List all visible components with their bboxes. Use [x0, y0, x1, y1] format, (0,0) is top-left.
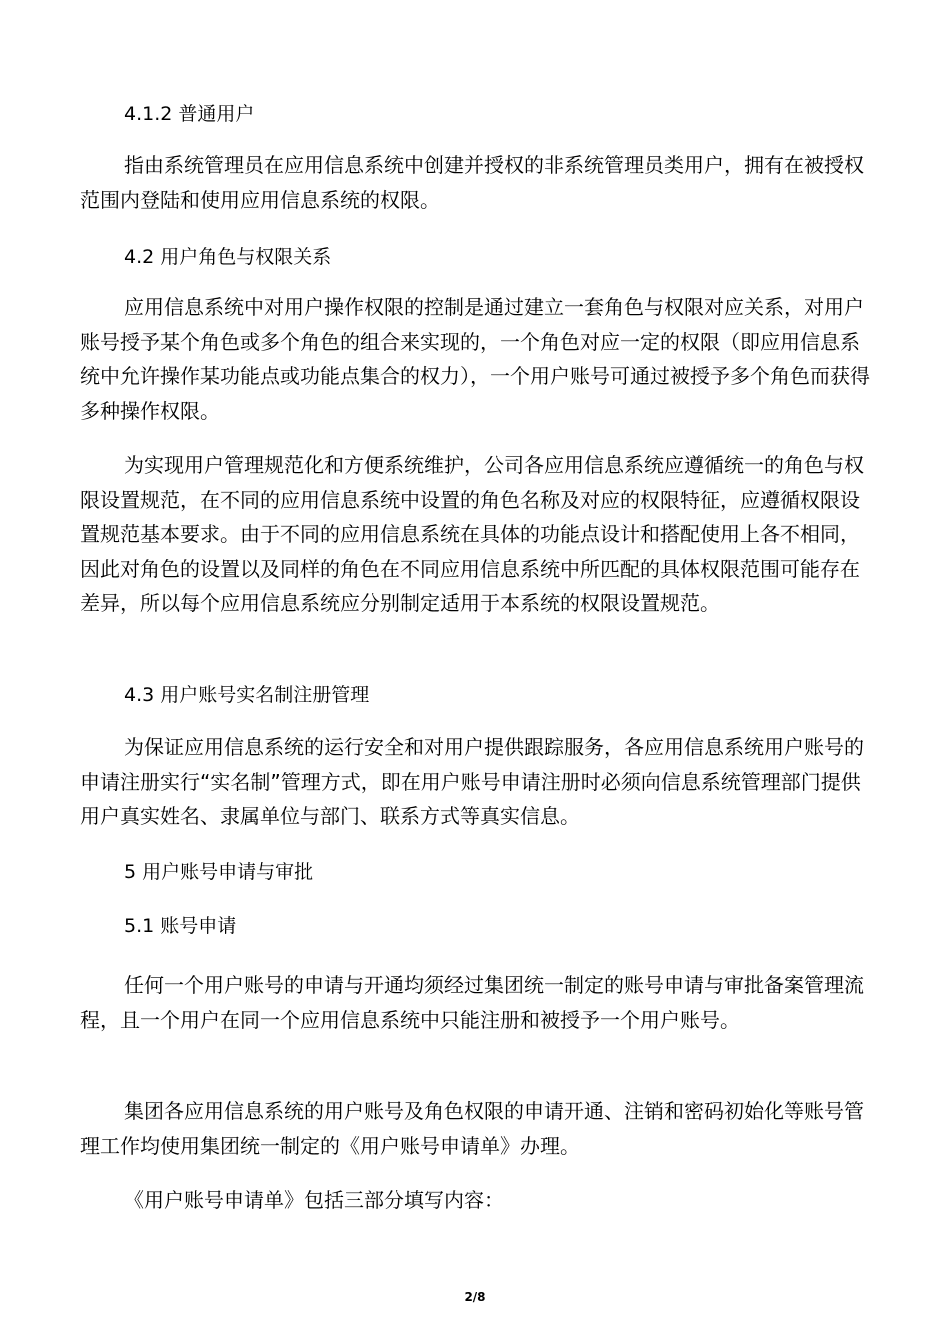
- section-heading-5: 5 用户账号申请与审批: [124, 861, 314, 883]
- paragraph-5-1-a: 任何一个用户账号的申请与开通均须经过集团统一制定的账号申请与审批备案管理流程，且一个用户在同一个应用信息系统中只能注册和被授予一个用户账号。: [80, 973, 864, 1032]
- section-heading-5-1: 5.1 账号申请: [124, 915, 237, 937]
- paragraph-4-2-a: 应用信息系统中对用户操作权限的控制是通过建立一套角色与权限对应关系，对用户账号授予某个角色或多个角色的组合来实现的，一个角色对应一定的权限（即应用信息系统中允许操作某功能点或功能点集合的权力），一个用户账号可通过被授予多个角色而获得多种操作权限。: [80, 295, 870, 423]
- paragraph-5-1-b: 集团各应用信息系统的用户账号及角色权限的申请开通、注销和密码初始化等账号管理工作均使用集团统一制定的《用户账号申请单》办理。: [80, 1099, 864, 1158]
- section-heading-4-2: 4.2 用户角色与权限关系: [124, 246, 332, 268]
- paragraph-4-1-2: 指由系统管理员在应用信息系统中创建并授权的非系统管理员类用户，拥有在被授权范围内登陆和使用应用信息系统的权限。: [80, 153, 864, 212]
- section-heading-4-3: 4.3 用户账号实名制注册管理: [124, 684, 370, 706]
- section-heading-4-1-2: 4.1.2 普通用户: [124, 103, 255, 125]
- paragraph-5-1-c: 《用户账号申请单》包括三部分填写内容：: [124, 1188, 504, 1212]
- paragraph-4-2-b: 为实现用户管理规范化和方便系统维护，公司各应用信息系统应遵循统一的角色与权限设置规范，在不同的应用信息系统中设置的角色名称及对应的权限特征，应遵循权限设置规范基本要求。由于不同的应用信息系统在具体的功能点设计和搭配使用上各不相同，因此对角色的设置以及同样的角色在不同应用信息系统中所匹配的具体权限范围可能存在差异，所以每个应用信息系统应分别制定适用于本系统的权限设置规范。: [80, 453, 864, 615]
- paragraph-4-3: 为保证应用信息系统的运行安全和对用户提供跟踪服务，各应用信息系统用户账号的申请注册实行“实名制”管理方式，即在用户账号申请注册时必须向信息系统管理部门提供用户真实姓名、隶属单位与部门、联系方式等真实信息。: [80, 735, 864, 828]
- page-number: 2/8: [464, 1290, 486, 1304]
